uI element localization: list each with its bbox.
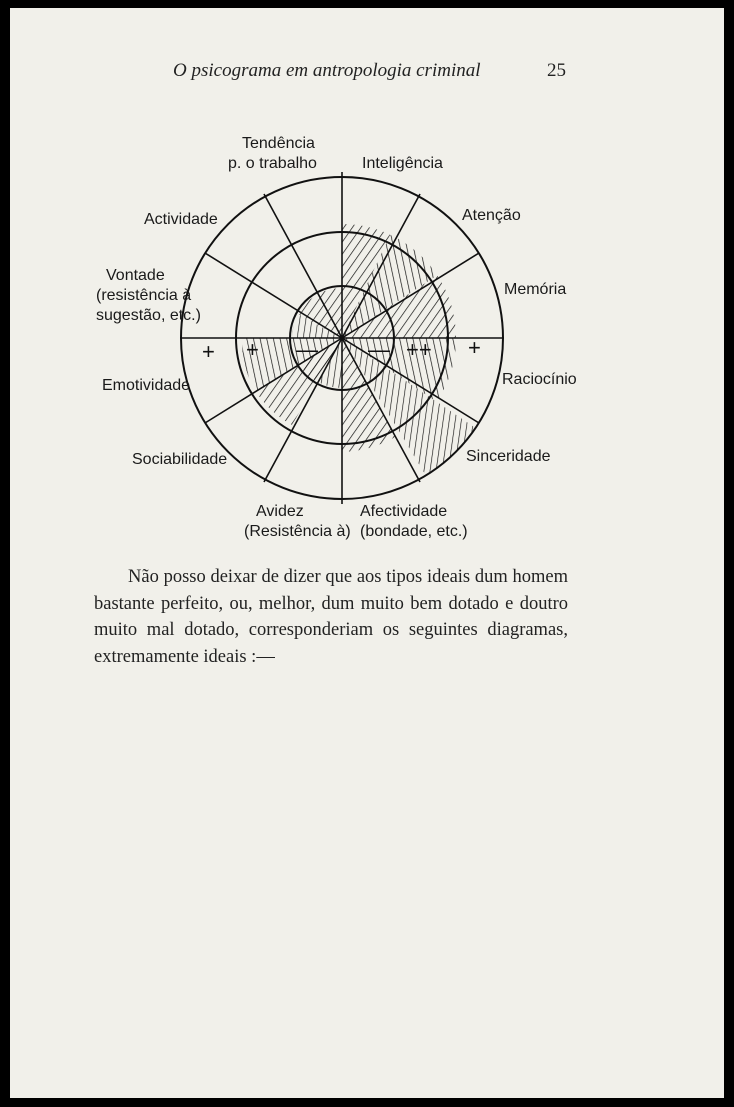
minus-right: —	[368, 337, 390, 362]
label-vontade-3: sugestão, etc.)	[96, 307, 201, 324]
label-vontade-1: Vontade	[106, 267, 165, 284]
plus-plus-right: ++	[406, 337, 432, 362]
hatched-sectors	[242, 224, 476, 475]
label-avidez-1: Avidez	[256, 503, 304, 520]
label-tendencia-1: Tendência	[242, 135, 315, 152]
body-paragraph-block	[94, 564, 568, 670]
label-sinceridade: Sinceridade	[466, 448, 551, 465]
plus-left-inner: +	[246, 337, 259, 362]
page-number: 25	[547, 60, 566, 81]
label-emotividade: Emotividade	[102, 377, 191, 394]
psychogram-diagram	[10, 8, 724, 568]
label-inteligencia: Inteligência	[362, 155, 443, 172]
label-sociabilidade: Sociabilidade	[132, 451, 228, 468]
plus-left-outer: +	[202, 339, 215, 364]
minus-left: —	[296, 337, 318, 362]
body-paragraph: Não posso deixar de dizer que aos tipos ideais dum homem bastante perfeito, ou, melhor, dum muito bem dotado e doutro muito mal dotado, corresponderiam os seguintes diagramas, extremamente ideais :—	[94, 567, 568, 667]
label-vontade-2: (resistência à	[96, 287, 192, 304]
label-actividade: Actividade	[144, 211, 218, 228]
label-memoria: Memória	[504, 281, 567, 298]
plus-right-outer: +	[468, 335, 481, 360]
radial-lines	[180, 172, 504, 504]
label-raciocinio: Raciocínio	[502, 371, 577, 388]
page	[10, 8, 724, 1098]
label-afectividade-1: Afectividade	[360, 503, 448, 520]
label-atencao: Atenção	[462, 207, 521, 224]
label-tendencia-2: p. o trabalho	[228, 155, 317, 172]
label-afectividade-2: (bondade, etc.)	[360, 523, 468, 540]
running-title: O psicograma em antropologia criminal	[173, 60, 481, 81]
label-avidez-2: (Resistência à)	[244, 523, 351, 540]
